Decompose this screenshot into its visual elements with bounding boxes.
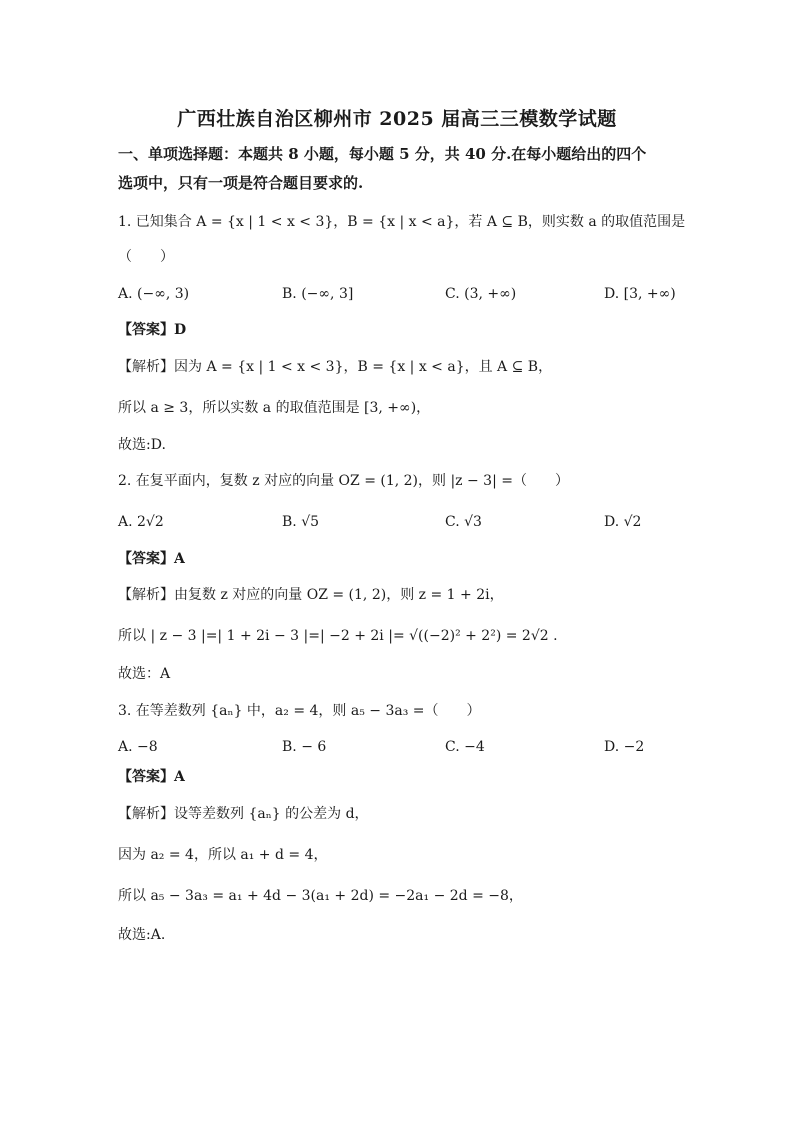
q2-analysis-line-3: 故选：A xyxy=(118,666,171,682)
page-title: 广西壮族自治区柳州市 2025 届高三三模数学试题 xyxy=(177,108,617,130)
q3-answer: 【答案】A xyxy=(118,769,185,785)
q2-analysis-line-1: 【解析】由复数 z 对应的向量 OZ = (1, 2)，则 z = 1 + 2i， xyxy=(118,587,504,603)
q1-option-d: D. [3, +∞) xyxy=(604,286,676,302)
q2-stem: 2. 在复平面内，复数 z 对应的向量 OZ = (1, 2)，则 |z − 3| =（ ） xyxy=(118,473,569,489)
q2-option-b: B. √5 xyxy=(282,514,320,530)
q3-analysis-line-4: 故选:A. xyxy=(118,927,166,943)
q2-answer: 【答案】A xyxy=(118,551,185,567)
q2-option-c: C. √3 xyxy=(445,514,482,530)
q3-option-d: D. −2 xyxy=(604,739,645,755)
q2-analysis-line-2: 所以 | z − 3 |=| 1 + 2i − 3 |=| −2 + 2i |= √((−2)² + 2²) = 2√2 . xyxy=(118,628,558,644)
q1-option-a: A. (−∞, 3) xyxy=(118,286,190,302)
q3-analysis-line-2: 因为 a₂ = 4，所以 a₁ + d = 4， xyxy=(118,847,328,863)
q3-analysis-line-1: 【解析】设等差数列 {aₙ} 的公差为 d， xyxy=(118,806,369,822)
section-heading-line-1: 一、单项选择题：本题共 8 小题，每小题 5 分，共 40 分.在每小题给出的四个 xyxy=(118,145,647,163)
q3-analysis-line-3: 所以 a₅ − 3a₃ = a₁ + 4d − 3(a₁ + 2d) = −2a₁ − 2d = −8， xyxy=(118,888,523,904)
q1-option-c: C. (3, +∞) xyxy=(445,286,517,302)
q2-option-a: A. 2√2 xyxy=(118,514,164,530)
q1-analysis-line-3: 故选:D. xyxy=(118,437,166,453)
q1-analysis-line-1: 【解析】因为 A = {x | 1 < x < 3}，B = {x | x < a}，且 A ⊆ B， xyxy=(118,359,553,375)
q1-option-b: B. (−∞, 3] xyxy=(282,286,354,302)
q3-option-c: C. −4 xyxy=(445,739,485,755)
section-heading-line-2: 选项中，只有一项是符合题目要求的. xyxy=(118,174,364,192)
q1-answer: 【答案】D xyxy=(118,322,187,338)
q1-analysis-line-2: 所以 a ≥ 3，所以实数 a 的取值范围是 [3, +∞)， xyxy=(118,400,431,416)
q3-stem: 3. 在等差数列 {aₙ} 中，a₂ = 4，则 a₅ − 3a₃ =（ ） xyxy=(118,703,481,719)
q2-option-d: D. √2 xyxy=(604,514,642,530)
q3-option-b: B. − 6 xyxy=(282,739,327,755)
q1-paren: （ ） xyxy=(118,249,174,265)
q3-option-a: A. −8 xyxy=(118,739,158,755)
q1-stem: 1. 已知集合 A = {x | 1 < x < 3}，B = {x | x < a}，若 A ⊆ B，则实数 a 的取值范围是 xyxy=(118,214,686,230)
